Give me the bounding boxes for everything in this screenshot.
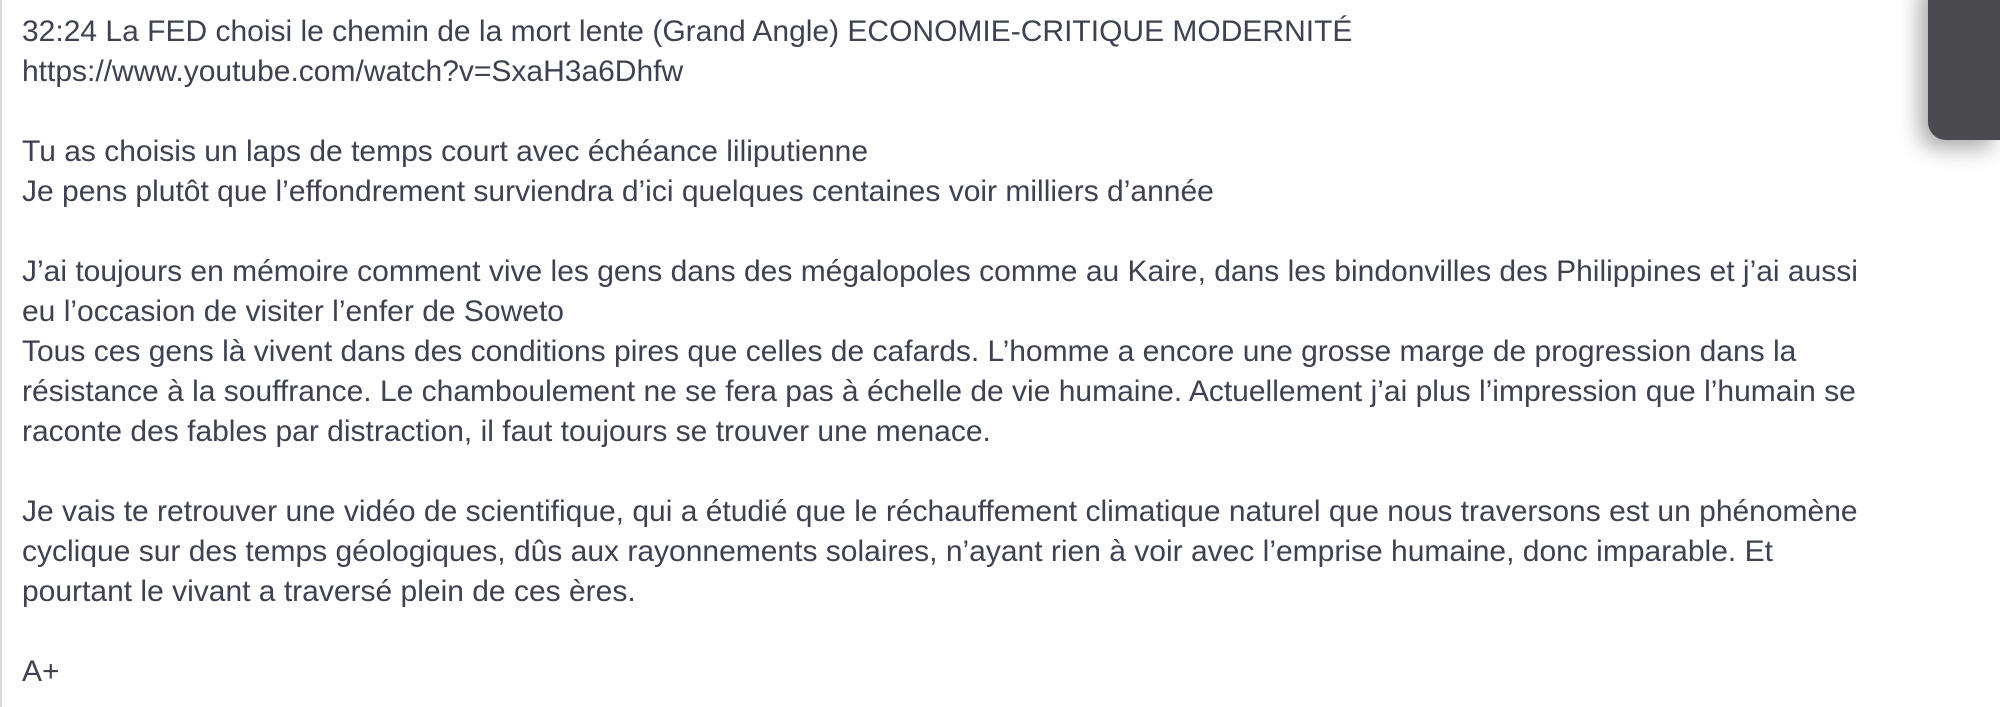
paragraph-spacer [22, 452, 1982, 492]
paragraph-line: Tous ces gens là vivent dans des conditions pires que celles de cafards. L’homme a encore une grosse marge de progression dans la [22, 335, 1797, 368]
floating-panel-corner[interactable] [1928, 0, 2000, 140]
message-body [22, 12, 1982, 692]
paragraph-line: Je vais te retrouver une vidéo de scientifique, qui a étudié que le réchauffement climatique naturel que nous traversons est un phénomène [22, 495, 1858, 528]
paragraph-line: raconte des fables par distraction, il faut toujours se trouver une menace. [22, 415, 991, 448]
paragraph-line: eu l’occasion de visiter l’enfer de Soweto [22, 295, 564, 328]
paragraph-line: J’ai toujours en mémoire comment vive les gens dans des mégalopoles comme au Kaire, dans les bindonvilles des Philippines et j’ai aussi [22, 255, 1858, 288]
paragraph-line: résistance à la souffrance. Le chamboulement ne se fera pas à échelle de vie humaine. Actuellement j’ai plus l’impression que l’humain se [22, 375, 1856, 408]
paragraph-line: pourtant le vivant a traversé plein de ces ères. [22, 575, 636, 608]
video-url-link[interactable]: https://www.youtube.com/watch?v=SxaH3a6Dhfw [22, 55, 684, 88]
paragraph-spacer [22, 92, 1982, 132]
paragraph-spacer [22, 612, 1982, 652]
paragraph-spacer [22, 212, 1982, 252]
paragraph-line: Tu as choisis un laps de temps court avec échéance liliputienne [22, 135, 869, 168]
message-left-border [0, 0, 2, 707]
paragraph-line: cyclique sur des temps géologiques, dûs aux rayonnements solaires, n’ayant rien à voir avec l’emprise humaine, donc imparable. Et [22, 535, 1773, 568]
paragraph-line: Je pens plutôt que l’effondrement surviendra d’ici quelques centaines voir milliers d’année [22, 175, 1214, 208]
signoff-text: A+ [22, 655, 60, 688]
video-timestamp-title[interactable]: 32:24 La FED choisi le chemin de la mort lente (Grand Angle) ECONOMIE-CRITIQUE MODERNITÉ [22, 15, 1353, 48]
